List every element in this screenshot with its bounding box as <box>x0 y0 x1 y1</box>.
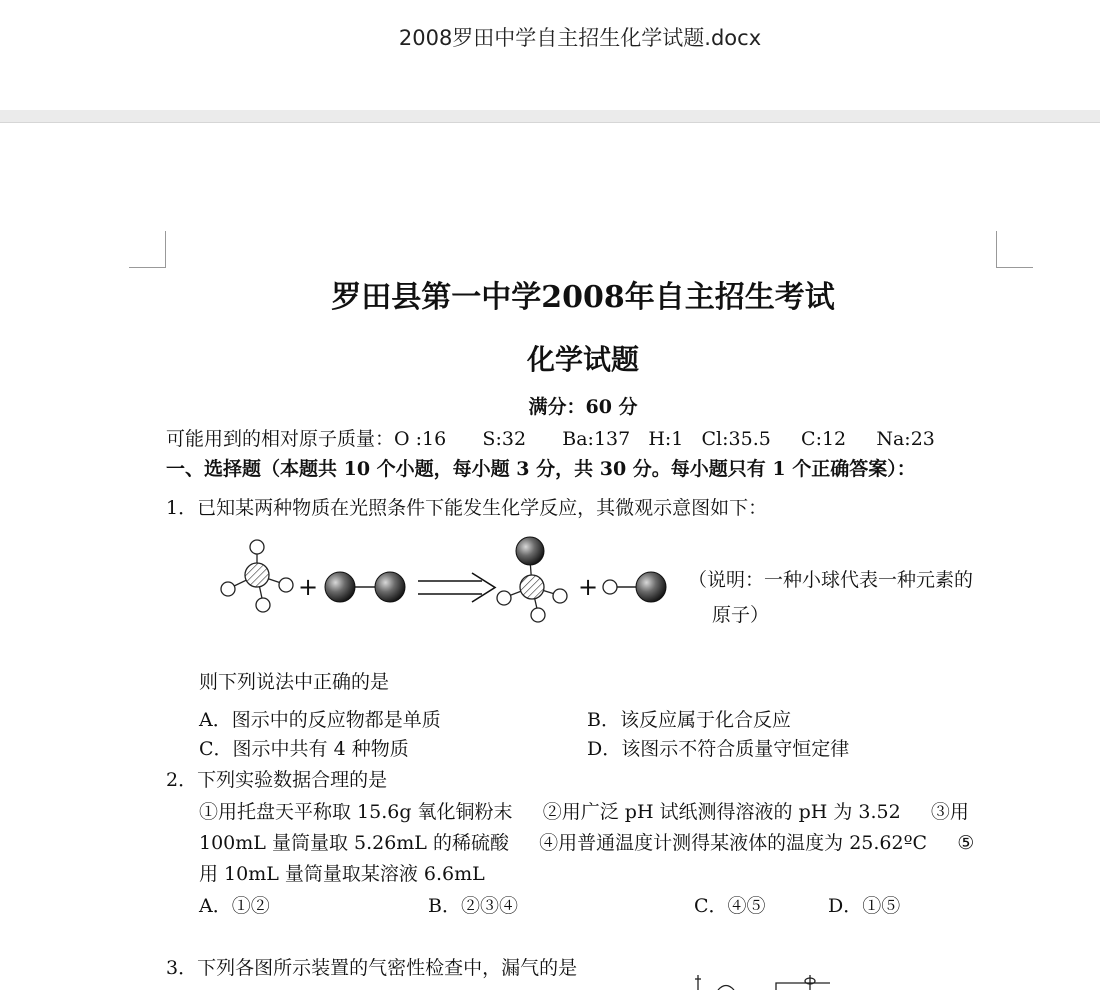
page-separator <box>0 110 1100 123</box>
reaction-diagram <box>210 533 680 633</box>
question-1-option-a: A．图示中的反应物都是单质 <box>199 709 441 731</box>
question-1-option-c: C．图示中共有 4 种物质 <box>199 738 409 760</box>
exam-heading: 罗田县第一中学2008年自主招生考试 <box>331 280 835 315</box>
question-2-option-c: C．④⑤ <box>694 895 766 917</box>
document-page <box>0 123 1100 990</box>
margin-corner-mark-left <box>129 231 166 268</box>
diagram-note-line-2: 原子） <box>712 604 770 626</box>
question-2-option-a: A．①② <box>199 895 270 917</box>
question-1-prompt: 则下列说法中正确的是 <box>199 671 390 693</box>
apparatus-figure-partial <box>690 971 840 990</box>
question-2-stem: 2．下列实验数据合理的是 <box>166 769 388 791</box>
question-3-stem: 3．下列各图所示装置的气密性检查中，漏气的是 <box>166 957 578 979</box>
atomic-masses: 可能用到的相对原子质量：O :16 S:32 Ba:137 H:1 Cl:35.5 C:12 Na:23 <box>166 428 935 450</box>
svg-text:+: + <box>298 573 319 601</box>
question-2-option-d: D．①⑤ <box>828 895 901 917</box>
title-bar <box>0 0 1100 110</box>
question-2-line-1: ①用托盘天平称取 15.6g 氧化铜粉末 ②用广泛 pH 试纸测得溶液的 pH 为 3.52 ③用 <box>199 801 969 823</box>
svg-text:+: + <box>578 573 599 601</box>
full-score: 满分：60 分 <box>528 396 638 418</box>
document-title: 2008罗田中学自主招生化学试题.docx <box>398 26 762 50</box>
question-1-option-b: B．该反应属于化合反应 <box>587 709 791 731</box>
question-2-line-2: 100mL 量筒量取 5.26mL 的稀硫酸 ④用普通温度计测得某液体的温度为 25.62ºC ⑤ <box>199 832 975 854</box>
exam-subheading: 化学试题 <box>526 343 639 376</box>
question-1-option-d: D．该图示不符合质量守恒定律 <box>587 738 850 760</box>
section-one-heading: 一、选择题（本题共 10 个小题，每小题 3 分，共 30 分。每小题只有 1 个正确答案）： <box>166 458 916 480</box>
margin-corner-mark-right <box>996 231 1033 268</box>
question-2-option-b: B．②③④ <box>428 895 518 917</box>
question-1-stem: 1．已知某两种物质在光照条件下能发生化学反应，其微观示意图如下： <box>166 497 768 519</box>
diagram-note-line-1: （说明：一种小球代表一种元素的 <box>688 569 974 591</box>
question-2-line-3: 用 10mL 量筒量取某溶液 6.6mL <box>199 863 485 885</box>
